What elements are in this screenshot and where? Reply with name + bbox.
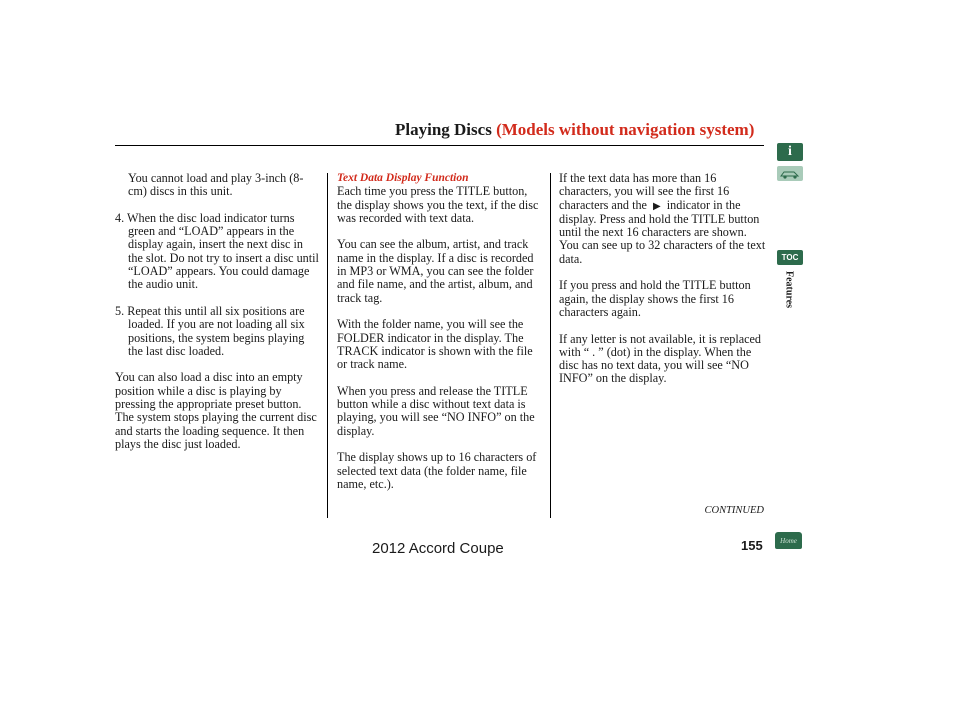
subheading: Text Data Display Function [337,172,469,184]
page-number: 155 [741,538,763,553]
play-arrow-icon: ▶ [653,200,661,212]
section-subtitle: (Models without navigation system) [496,120,755,139]
paragraph: Each time you press the TITLE button, the display shows you the text, if the disc was recorded with text data. [337,184,539,225]
paragraph: You cannot load and play 3-inch (8-cm) discs in this unit. [128,171,304,199]
footer-model-name: 2012 Accord Coupe [372,540,504,557]
step-4: 4. When the disc load indicator turns green and “LOAD” appears in the display again, insert the next disc in the slot. Do not try to insert a disc until “LOAD” appears. You could damage the audio unit. [115,210,319,292]
text-column-1 [115,172,319,465]
column-divider [550,173,551,518]
column-divider [327,173,328,518]
paragraph: The display shows up to 16 characters of selected text data (the folder name, file name, etc.). [337,450,537,491]
step-5: 5. Repeat this until all six positions are loaded. If you are not loading all six positions, the system begins playing the last disc loaded. [115,303,305,358]
text-column-3 [559,172,767,399]
paragraph: You can see the album, artist, and track name in the display. If a disc is recorded in MP3 or WMA, you can see the folder and file name, and the artist, album, and track tag. [337,237,534,305]
page-title [395,120,775,140]
text-column-2 [337,172,544,504]
continued-label: CONTINUED [704,505,764,516]
paragraph: If you press and hold the TITLE button again, the display shows the first 16 characters again. [559,278,751,319]
header-divider [115,145,764,146]
paragraph: When you press and release the TITLE button while a disc without text data is playing, you will see “NO INFO” on the display. [337,383,535,438]
toc-button[interactable]: TOC [777,250,803,265]
home-button[interactable]: Home [775,532,802,549]
paragraph: If any letter is not available, it is replaced with “ . ” (dot) in the display. When the disc has no text data, you will see “NO INFO” on the display. [559,331,762,386]
section-title: Playing Discs [395,120,492,139]
car-icon[interactable] [777,166,803,181]
paragraph: With the folder name, you will see the FOLDER indicator in the display. The TRACK indicator is shown with the file or track name. [337,317,533,372]
car-icon-graphic [777,166,803,181]
info-icon[interactable]: i [777,143,803,161]
paragraph: If the text data has more than 16 characters, you will see the first 16 characters and the ▶ indicator in the display. Press and hold the TITLE button until the next 16 characters are shown. You can see up to 32 characters of the text data. [559,171,766,266]
paragraph: You can also load a disc into an empty position while a disc is playing by pressing the appropriate preset button. The system stops playing the current disc and starts the loading sequence. It then plays the disc just loaded. [115,370,317,451]
section-tab-features[interactable]: Features [783,271,795,309]
